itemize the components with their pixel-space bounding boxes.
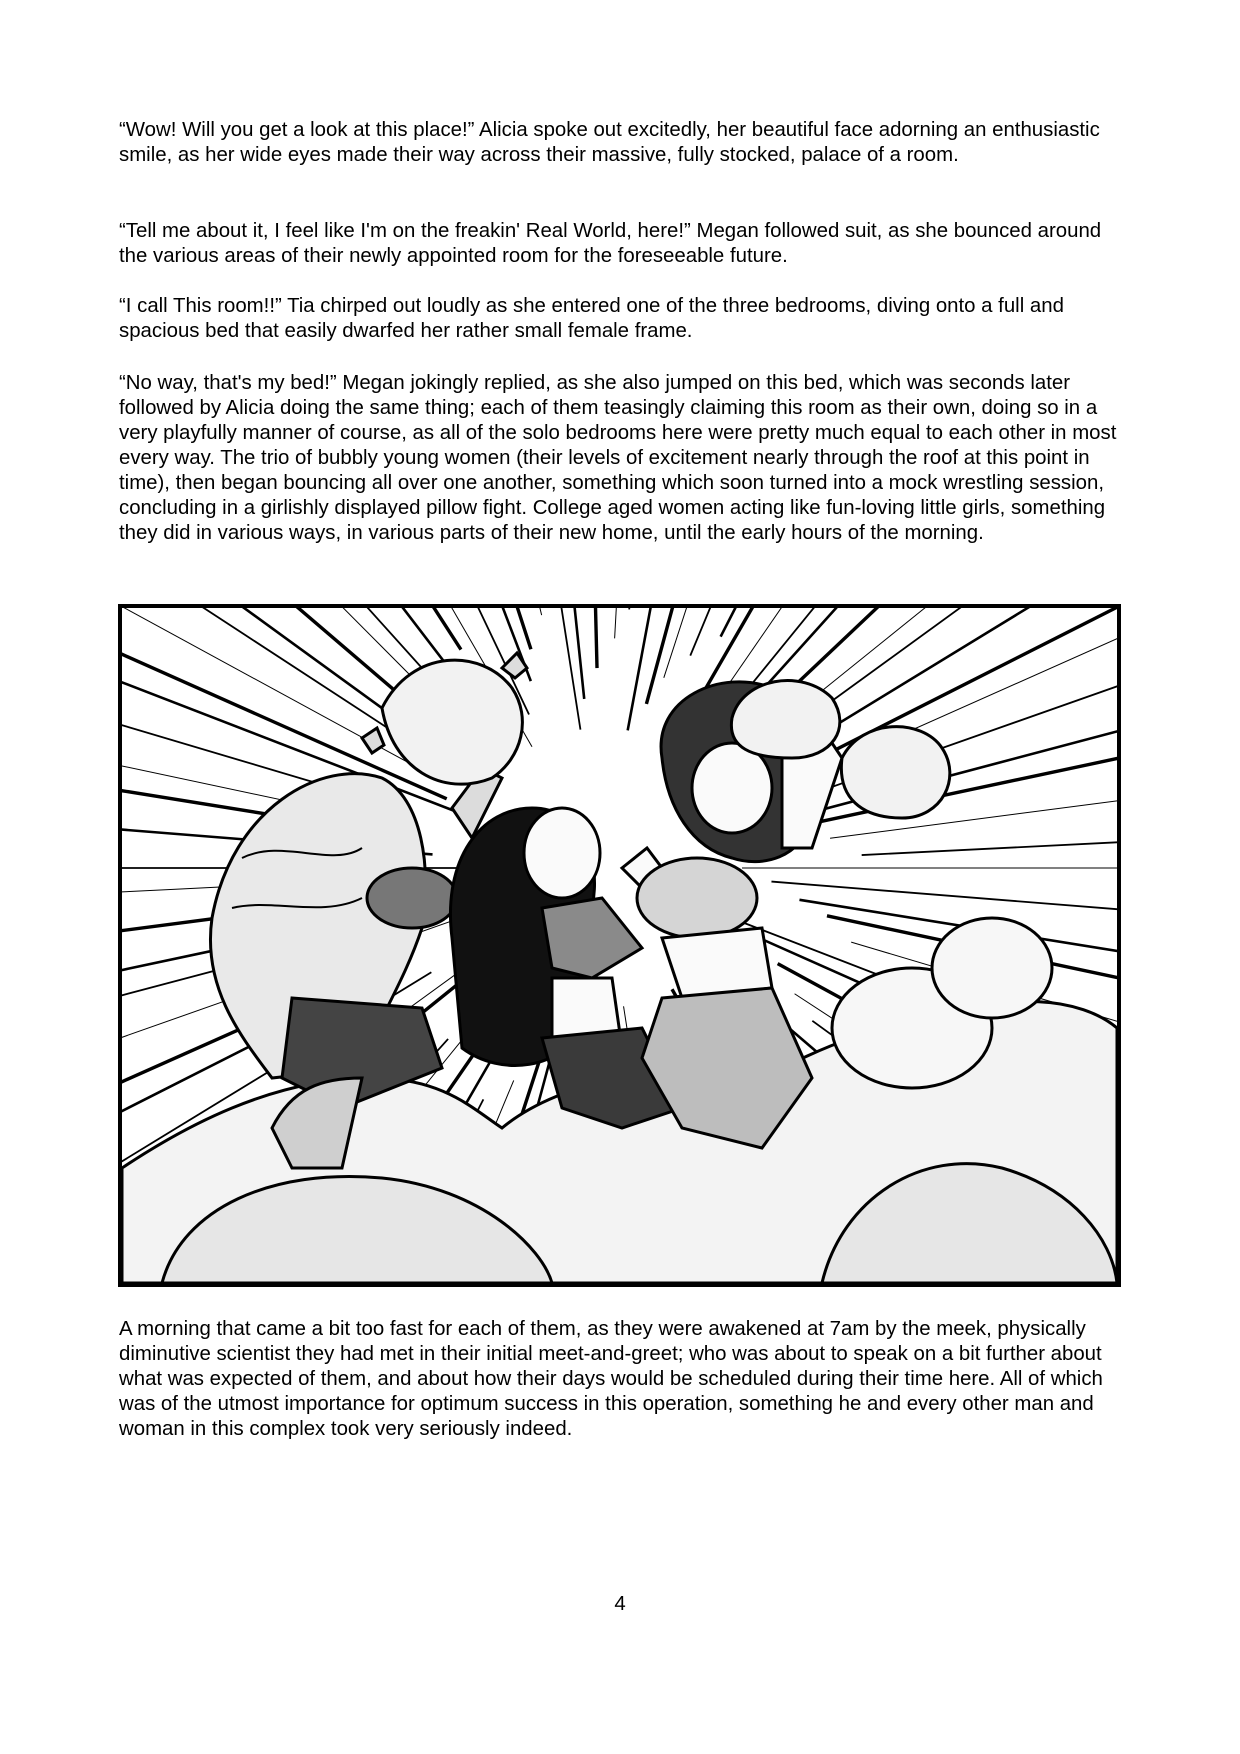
paragraph-1: “Wow! Will you get a look at this place!” Alicia spoke out excitedly, her beautiful face adorning an enthusiastic smile, as her wide eyes made their way across their massive, fully stocked, palace of a room. — [119, 119, 1100, 166]
paragraph-5: A morning that came a bit too fast for each of them, as they were awakened at 7am by the meek, physically diminutive scientist they had met in their initial meet-and-greet; who was about to speak on a bit further about what was expected of them, and about how their days would be scheduled during their time here. All of which was of the utmost importance for optimum success in this operation, something he and every other man and woman in this complex took very seriously indeed. — [119, 1318, 1103, 1440]
speed-line — [771, 882, 1117, 940]
comic-panel-illustration — [118, 604, 1121, 1287]
paragraph-3: “I call This room!!” Tia chirped out loudly as she entered one of the three bedrooms, diving onto a full and spacious bed that easily dwarfed her rather small female frame. — [119, 295, 1064, 342]
speed-line — [862, 823, 1117, 855]
pillow-fight-illustration — [122, 608, 1117, 1283]
figure-middle — [450, 808, 682, 1128]
speed-line — [580, 608, 597, 668]
pillow-left — [362, 653, 527, 784]
speed-line — [324, 608, 531, 649]
speed-line — [122, 611, 353, 794]
paragraph-4: “No way, that's my bed!” Megan jokingly replied, as she also jumped on this bed, which was seconds later followed by Alicia doing the same thing; each of them teasingly claiming this room as their own, doing so in a very playfully manner of course, as all of the solo bedrooms here were pretty much equal to each other in most every way. The trio of bubbly young women (their levels of excitement nearly through the roof at this point in time), then began bouncing all over one another, something which soon turned into a mock wrestling session, concluding in a girlishly displayed pillow fight. College aged women acting like fun-loving little girls, something they did in various ways, in various parts of their new home, until the early hours of the morning. — [119, 372, 1117, 544]
page-number: 4 — [614, 1593, 626, 1615]
paragraph-2: “Tell me about it, I feel like I'm on the freakin' Real World, here!” Megan followed suit, as she bounced around the various areas of their newly appointed room for the foreseeable future. — [119, 220, 1102, 267]
